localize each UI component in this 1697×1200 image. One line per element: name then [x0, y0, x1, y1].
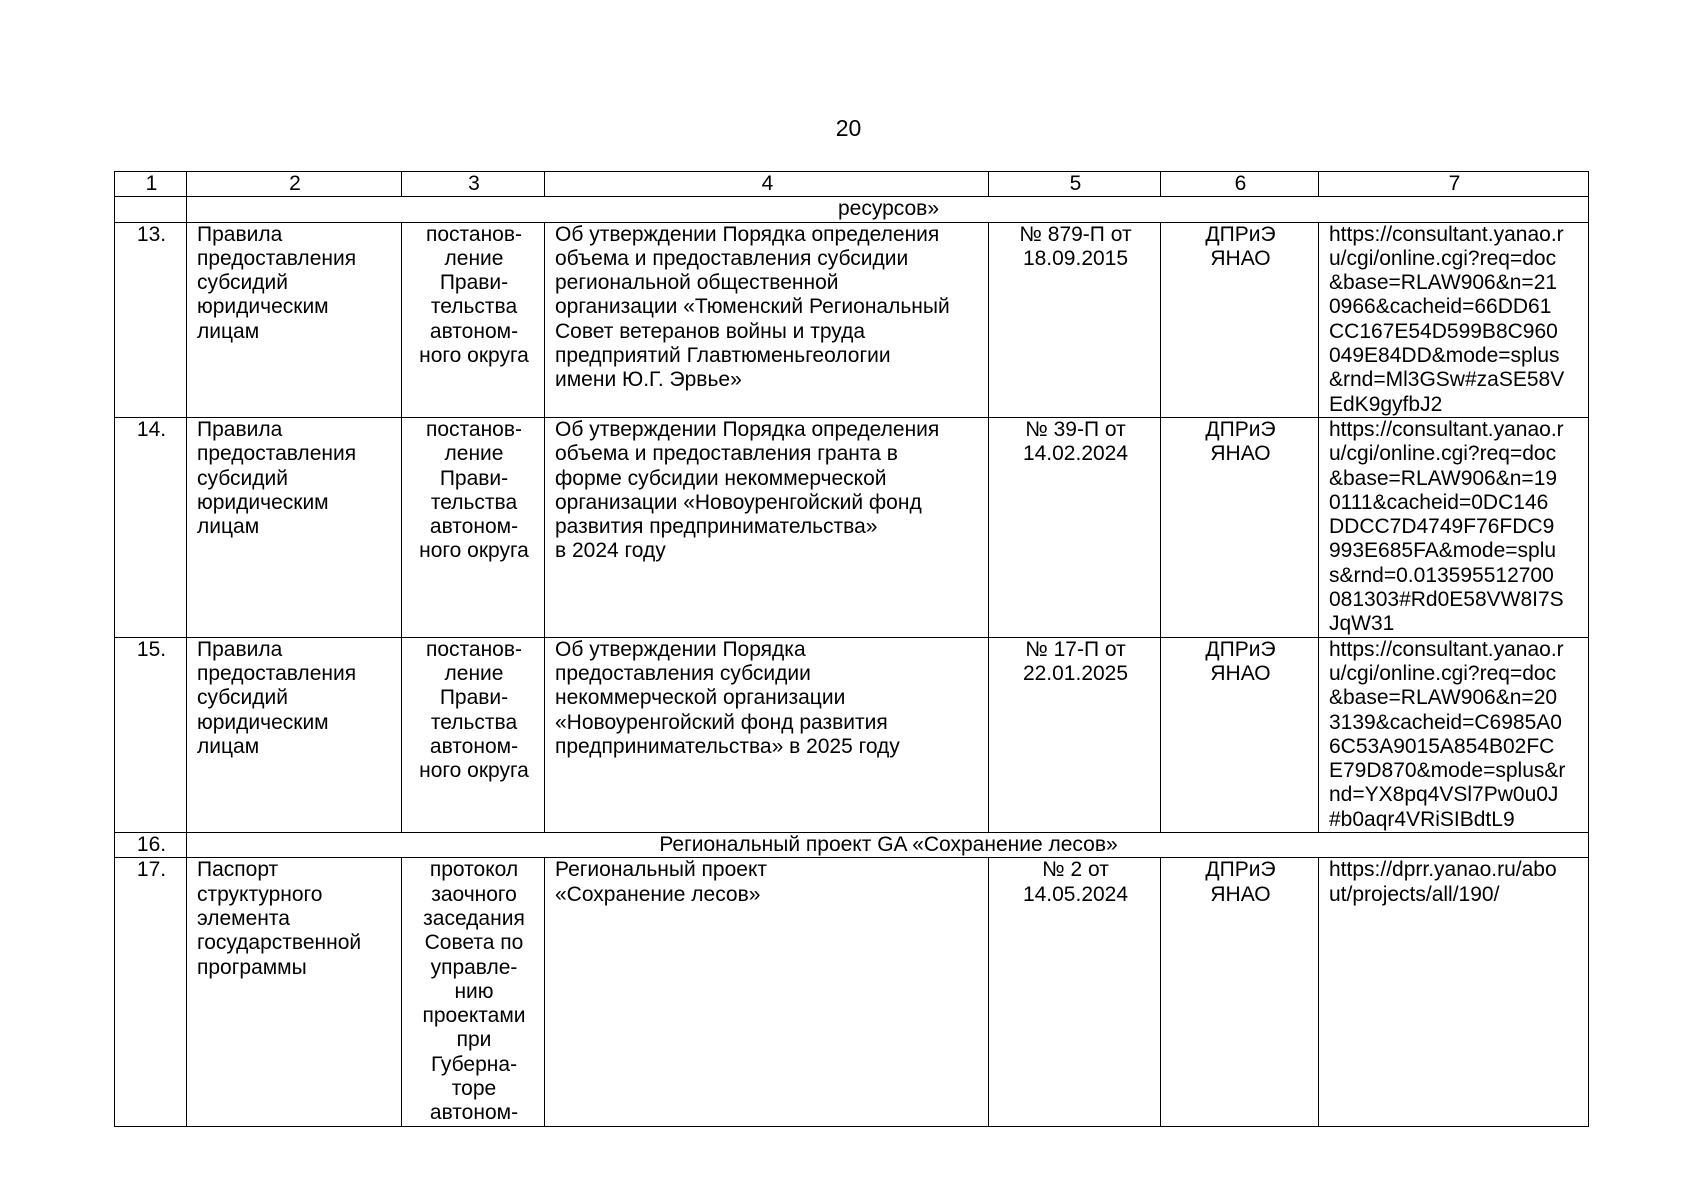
- document-number-date-line: 22.01.2025: [1022, 661, 1129, 685]
- document-link-line: u/cgi/online.cgi?req=doc: [1329, 661, 1557, 685]
- header-cell: 1: [115, 172, 187, 197]
- responsible-agency-line: ДПРиЭ: [1205, 417, 1276, 441]
- document-kind: [187, 417, 402, 637]
- document-title: [545, 222, 989, 417]
- act-type: [402, 637, 545, 832]
- act-type-line: Губерна-: [430, 1052, 518, 1076]
- act-type-line: тельства: [430, 710, 518, 734]
- act-type-line: постанов-: [425, 417, 523, 441]
- document-kind-line: структурного: [197, 882, 323, 906]
- act-type-line: при: [456, 1028, 492, 1052]
- responsible-agency-line: ЯНАО: [1210, 246, 1271, 270]
- act-type-line: нию: [454, 979, 494, 1003]
- document-title-line: региональной общественной: [555, 271, 839, 295]
- document-kind-line: юридическим: [197, 490, 329, 514]
- document-link-line: https://dprr.yanao.ru/abo: [1329, 858, 1557, 882]
- page-number: 20: [835, 115, 862, 141]
- row-number: 16.: [115, 833, 187, 858]
- act-type-line: Прави-: [439, 686, 509, 710]
- header-cell: 3: [402, 172, 545, 197]
- document-link-line: u/cgi/online.cgi?req=doc: [1329, 442, 1557, 466]
- document-title: [545, 417, 989, 637]
- document-title-line: Совет ветеранов войны и труда: [555, 319, 866, 343]
- document-link-line: 0966&cacheid=66DD61: [1329, 295, 1552, 319]
- act-type-line: Прави-: [439, 271, 509, 295]
- document-link-line: 049E84DD&mode=splus: [1329, 344, 1560, 368]
- document-kind-line: лицам: [197, 734, 260, 758]
- document-kind-line: предоставления: [197, 442, 357, 466]
- document-kind-line: государственной: [197, 931, 362, 955]
- row-number: 13.: [115, 222, 187, 417]
- document-title-line: организации «Новоуренгойский фонд: [555, 490, 922, 514]
- document-kind-line: программы: [197, 955, 307, 979]
- document-number-date-line: 14.02.2024: [1022, 442, 1129, 466]
- responsible-agency-line: ДПРиЭ: [1205, 637, 1276, 661]
- act-type-line: ление: [444, 246, 504, 270]
- document-title-line: Об утверждении Порядка определения: [555, 417, 940, 441]
- document-title-line: некоммерческой организации: [555, 686, 846, 710]
- document-number-date-line: № 879-П от: [1019, 222, 1132, 246]
- document-title-line: в 2024 году: [555, 539, 666, 563]
- header-cell: 5: [989, 172, 1161, 197]
- document-kind-line: Правила: [197, 637, 283, 661]
- document-link[interactable]: [1319, 637, 1589, 832]
- document-link-line: ut/projects/all/190/: [1329, 882, 1500, 906]
- document-table: [114, 171, 1589, 1127]
- act-type-line: автоном-: [429, 319, 519, 343]
- document-link-line: 081303#Rd0E58VW8I7S: [1329, 588, 1564, 612]
- responsible-agency-line: ДПРиЭ: [1205, 858, 1276, 882]
- document-kind-line: субсидий: [197, 466, 288, 490]
- document-title-line: Региональный проект: [555, 858, 768, 882]
- act-type-line: управле-: [430, 955, 518, 979]
- document-link-line: &base=RLAW906&n=20: [1329, 686, 1558, 710]
- document-number-date-line: № 17-П от: [1025, 637, 1126, 661]
- document-link-line: u/cgi/online.cgi?req=doc: [1329, 246, 1557, 270]
- responsible-agency: [1161, 222, 1319, 417]
- document-link-line: &base=RLAW906&n=21: [1329, 271, 1558, 295]
- responsible-agency: [1161, 858, 1319, 1126]
- table-row: [115, 637, 1589, 832]
- document-link-line: 3139&cacheid=C6985A0: [1329, 710, 1562, 734]
- table-header-row: [115, 172, 1589, 197]
- document-title-line: форме субсидии некоммерческой: [555, 466, 887, 490]
- document-link-line: EdK9gyfbJ2: [1329, 392, 1443, 416]
- responsible-agency-line: ДПРиЭ: [1205, 222, 1276, 246]
- responsible-agency-line: ЯНАО: [1210, 442, 1271, 466]
- row-number: 14.: [115, 417, 187, 637]
- continuation-row: [115, 197, 1589, 222]
- act-type-line: ного округа: [419, 759, 529, 783]
- document-title-line: развития предпринимательства»: [555, 515, 878, 539]
- act-type-line: Совета по: [424, 931, 524, 955]
- header-cell: 7: [1319, 172, 1589, 197]
- responsible-agency: [1161, 637, 1319, 832]
- document-kind: [187, 637, 402, 832]
- document-kind-line: предоставления: [197, 246, 357, 270]
- document-kind-line: Паспорт: [197, 858, 279, 882]
- document-kind-line: лицам: [197, 515, 260, 539]
- act-type-line: ного округа: [419, 344, 529, 368]
- header-cell: 2: [187, 172, 402, 197]
- document-link-line: 993E685FA&mode=splu: [1329, 539, 1557, 563]
- document-link-line: https://consultant.yanao.r: [1329, 222, 1564, 246]
- act-type-line: тельства: [430, 490, 518, 514]
- section-row: [115, 833, 1589, 858]
- document-kind-line: субсидий: [197, 271, 288, 295]
- document-number-date: [989, 858, 1161, 1126]
- document-kind-line: Правила: [197, 417, 283, 441]
- act-type: [402, 417, 545, 637]
- act-type-line: постанов-: [425, 222, 523, 246]
- document-link-line: JqW31: [1329, 612, 1395, 636]
- document-link-line: nd=YX8pq4VSl7Pw0u0J: [1329, 783, 1559, 807]
- document-kind-line: предоставления: [197, 661, 357, 685]
- responsible-agency: [1161, 417, 1319, 637]
- document-kind: [187, 222, 402, 417]
- document-link-line: #b0aqr4VRiSIBdtL9: [1329, 807, 1515, 831]
- act-type: [402, 858, 545, 1126]
- row-number: 15.: [115, 637, 187, 832]
- document-link-line: E79D870&mode=splus&r: [1329, 759, 1566, 783]
- document-number-date-line: 14.05.2024: [1022, 882, 1129, 906]
- document-title: [545, 858, 989, 1126]
- act-type-line: автоном-: [429, 515, 519, 539]
- document-kind-line: юридическим: [197, 295, 329, 319]
- document-kind-line: элемента: [197, 906, 290, 930]
- document-number-date: [989, 637, 1161, 832]
- document-title: [545, 637, 989, 832]
- document-title-line: Об утверждении Порядка определения: [555, 222, 940, 246]
- document-title-line: Об утверждении Порядка: [555, 637, 806, 661]
- document-number-date: [989, 417, 1161, 637]
- document-link-line: 0111&cacheid=0DC146: [1329, 490, 1549, 514]
- act-type-line: протокол: [429, 858, 519, 882]
- section-title: Региональный проект GA «Сохранение лесов»: [187, 833, 1589, 858]
- document-number-date-line: 18.09.2015: [1022, 246, 1129, 270]
- document-link-line: https://consultant.yanao.r: [1329, 417, 1564, 441]
- act-type-line: Прави-: [439, 466, 509, 490]
- document-link-line: s&rnd=0.013595512700: [1329, 563, 1554, 587]
- document-number-date: [989, 222, 1161, 417]
- empty-cell: [115, 197, 187, 222]
- document-link-line: DDCC7D4749F76FDC9: [1329, 515, 1555, 539]
- document-title-line: «Новоуренгойский фонд развития: [555, 710, 888, 734]
- responsible-agency-line: ЯНАО: [1210, 882, 1271, 906]
- document-number-date-line: № 39-П от: [1025, 417, 1126, 441]
- act-type-line: заочного: [431, 882, 517, 906]
- table-row: [115, 858, 1589, 1126]
- act-type-line: торе: [451, 1076, 497, 1100]
- act-type-line: тельства: [430, 295, 518, 319]
- act-type-line: заседания: [423, 906, 525, 930]
- act-type-line: ление: [444, 442, 504, 466]
- document-link-line: https://consultant.yanao.r: [1329, 637, 1564, 661]
- table-row: [115, 417, 1589, 637]
- act-type-line: проектами: [422, 1004, 526, 1028]
- document-link-line: &rnd=Ml3GSw#zaSE58V: [1329, 368, 1565, 392]
- document-title-line: предпринимательства» в 2025 году: [555, 734, 900, 758]
- document-link-line: 6C53A9015A854B02FC: [1329, 734, 1555, 758]
- document-link[interactable]: [1319, 858, 1589, 1126]
- document-link[interactable]: [1319, 417, 1589, 637]
- act-type-line: ление: [444, 661, 504, 685]
- table-row: [115, 222, 1589, 417]
- document-title-line: организации «Тюменский Региональный: [555, 295, 950, 319]
- responsible-agency-line: ЯНАО: [1210, 661, 1271, 685]
- document-link[interactable]: [1319, 222, 1589, 417]
- document-title-line: «Сохранение лесов»: [555, 882, 761, 906]
- act-type-line: ного округа: [419, 539, 529, 563]
- document-title-line: объема и предоставления гранта в: [555, 442, 898, 466]
- document-title-line: имени Ю.Г. Эрвье»: [555, 368, 742, 392]
- document-kind-line: субсидий: [197, 686, 288, 710]
- document-kind-line: лицам: [197, 319, 260, 343]
- document-number-date-line: № 2 от: [1042, 858, 1109, 882]
- header-cell: 4: [545, 172, 989, 197]
- document-link-line: CC167E54D599B8C960: [1329, 319, 1558, 343]
- row-number: 17.: [115, 858, 187, 1126]
- act-type-line: постанов-: [425, 637, 523, 661]
- document-title-line: объема и предоставления субсидии: [555, 246, 909, 270]
- act-type-line: автоном-: [429, 734, 519, 758]
- document-title-line: предоставления субсидии: [555, 661, 811, 685]
- document-kind: [187, 858, 402, 1126]
- document-kind-line: юридическим: [197, 710, 329, 734]
- header-cell: 6: [1161, 172, 1319, 197]
- document-kind-line: Правила: [197, 222, 283, 246]
- document-title-line: предприятий Главтюменьгеологии: [555, 344, 891, 368]
- act-type: [402, 222, 545, 417]
- continuation-text: ресурсов»: [187, 197, 1589, 222]
- act-type-line: автоном-: [429, 1101, 519, 1125]
- document-link-line: &base=RLAW906&n=19: [1329, 466, 1558, 490]
